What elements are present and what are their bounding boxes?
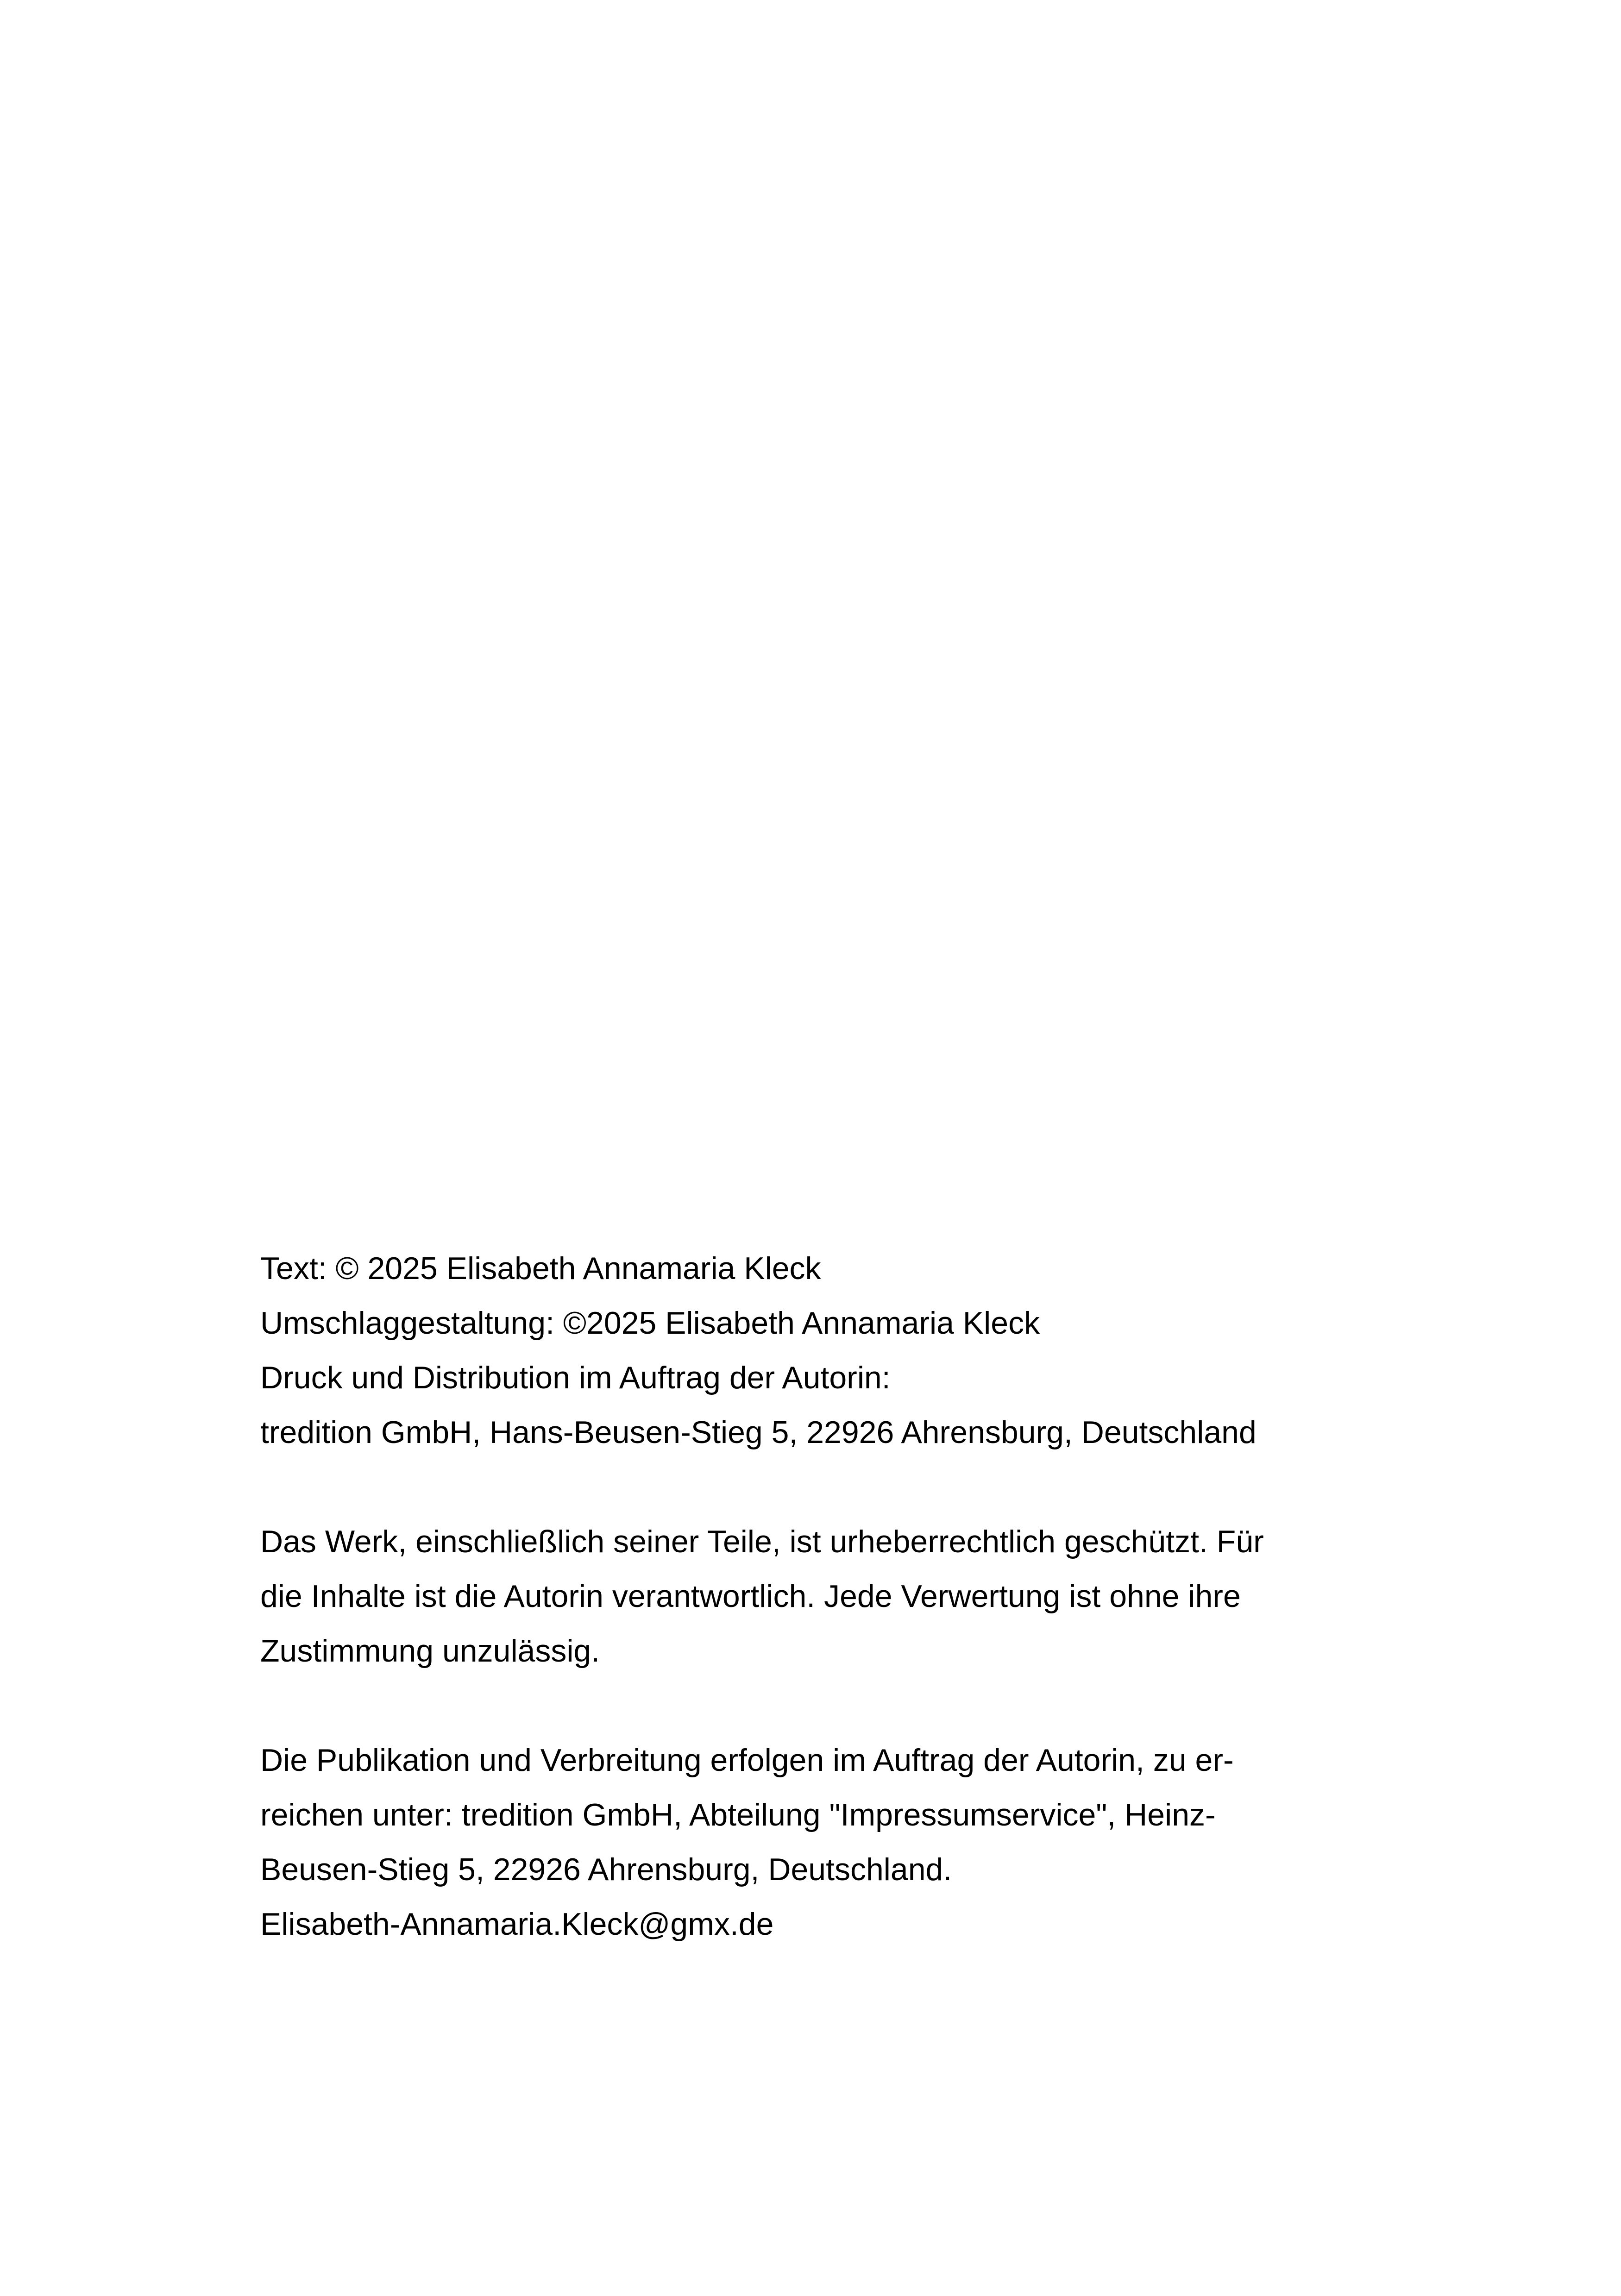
publication-line: reichen unter: tredition GmbH, Abteilung "Impressumservice", Heinz- xyxy=(260,1797,1216,1832)
cover-design-credit: Umschlaggestaltung: ©2025 Elisabeth Annamaria Kleck xyxy=(260,1305,1040,1341)
print-distribution-credit: Druck und Distribution im Auftrag der Autorin: xyxy=(260,1360,891,1395)
credits-block xyxy=(260,1241,1409,1460)
text-credit: Text: © 2025 Elisabeth Annamaria Kleck xyxy=(260,1251,821,1286)
publication-line: Beusen-Stieg 5, 22926 Ahrensburg, Deutschland. xyxy=(260,1852,952,1887)
publication-line: Die Publikation und Verbreitung erfolgen im Auftrag der Autorin, zu er- xyxy=(260,1743,1234,1778)
imprint-text xyxy=(260,1241,1409,1951)
copyright-line: Zustimmung unzulässig. xyxy=(260,1633,600,1669)
publisher-address: tredition GmbH, Hans-Beusen-Stieg 5, 22926 Ahrensburg, Deutschland xyxy=(260,1415,1257,1450)
contact-email: Elisabeth-Annamaria.Kleck@gmx.de xyxy=(260,1907,774,1942)
copyright-line: Das Werk, einschließlich seiner Teile, ist urheberrechtlich geschützt. Für xyxy=(260,1524,1264,1559)
copyright-notice xyxy=(260,1514,1409,1678)
publication-notice xyxy=(260,1733,1409,1951)
copyright-line: die Inhalte ist die Autorin verantwortlich. Jede Verwertung ist ohne ihre xyxy=(260,1579,1241,1614)
